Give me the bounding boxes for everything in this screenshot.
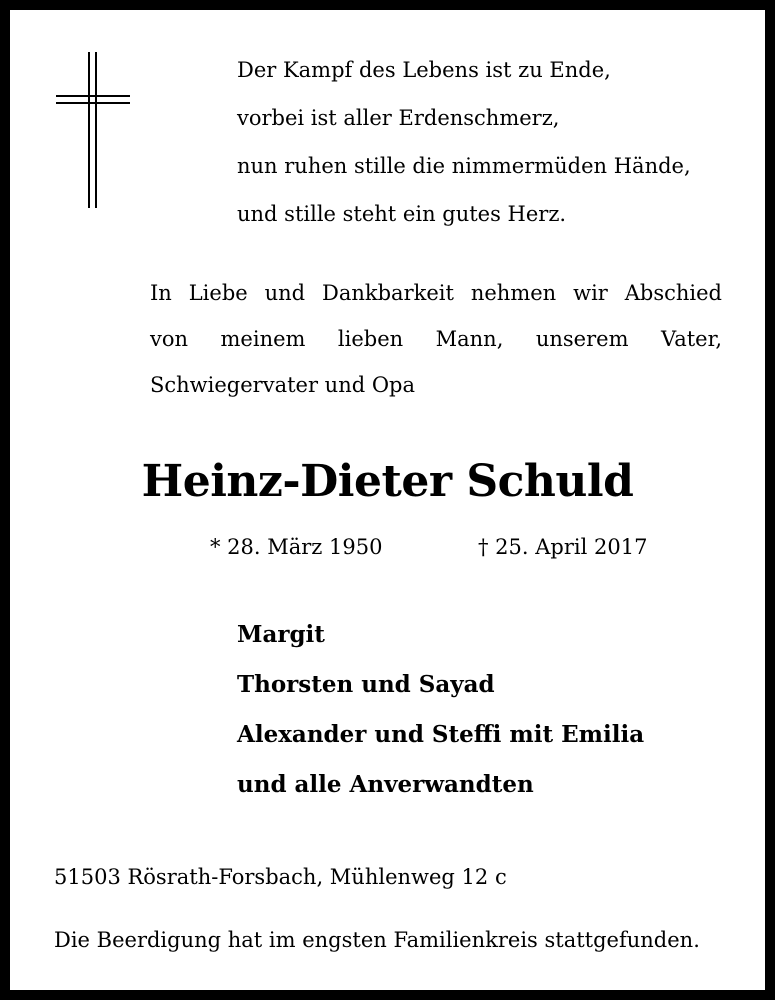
family-address: 51503 Rösrath-Forsbach, Mühlenweg 12 c [54,865,507,889]
mourner: Alexander und Steffi mit Emilia [237,721,645,748]
deceased-name: Heinz-Dieter Schuld [141,456,634,507]
poem-line: Der Kampf des Lebens ist zu Ende, [237,58,611,82]
mourner: Thorsten und Sayad [237,671,495,698]
poem-line: nun ruhen stille die nimmermüden Hände, [237,154,691,178]
farewell-text [150,270,722,408]
funeral-notice: Die Beerdigung hat im engsten Familienkreis stattgefunden. [54,928,700,952]
mourners-list [237,610,757,810]
farewell-line: von meinem lieben Mann, unserem Vater, [150,327,722,351]
mourner: und alle Anverwandten [237,771,534,798]
farewell-line: In Liebe und Dankbarkeit nehmen wir Abschied [150,281,722,305]
death-date: † 25. April 2017 [478,535,648,559]
poem-line: und stille steht ein gutes Herz. [237,202,567,226]
cross-icon [54,50,132,210]
memorial-poem [237,46,757,238]
poem-line: vorbei ist aller Erdenschmerz, [237,106,560,130]
birth-date: * 28. März 1950 [210,535,383,559]
mourner: Margit [237,621,325,648]
farewell-line: Schwiegervater und Opa [150,373,416,397]
